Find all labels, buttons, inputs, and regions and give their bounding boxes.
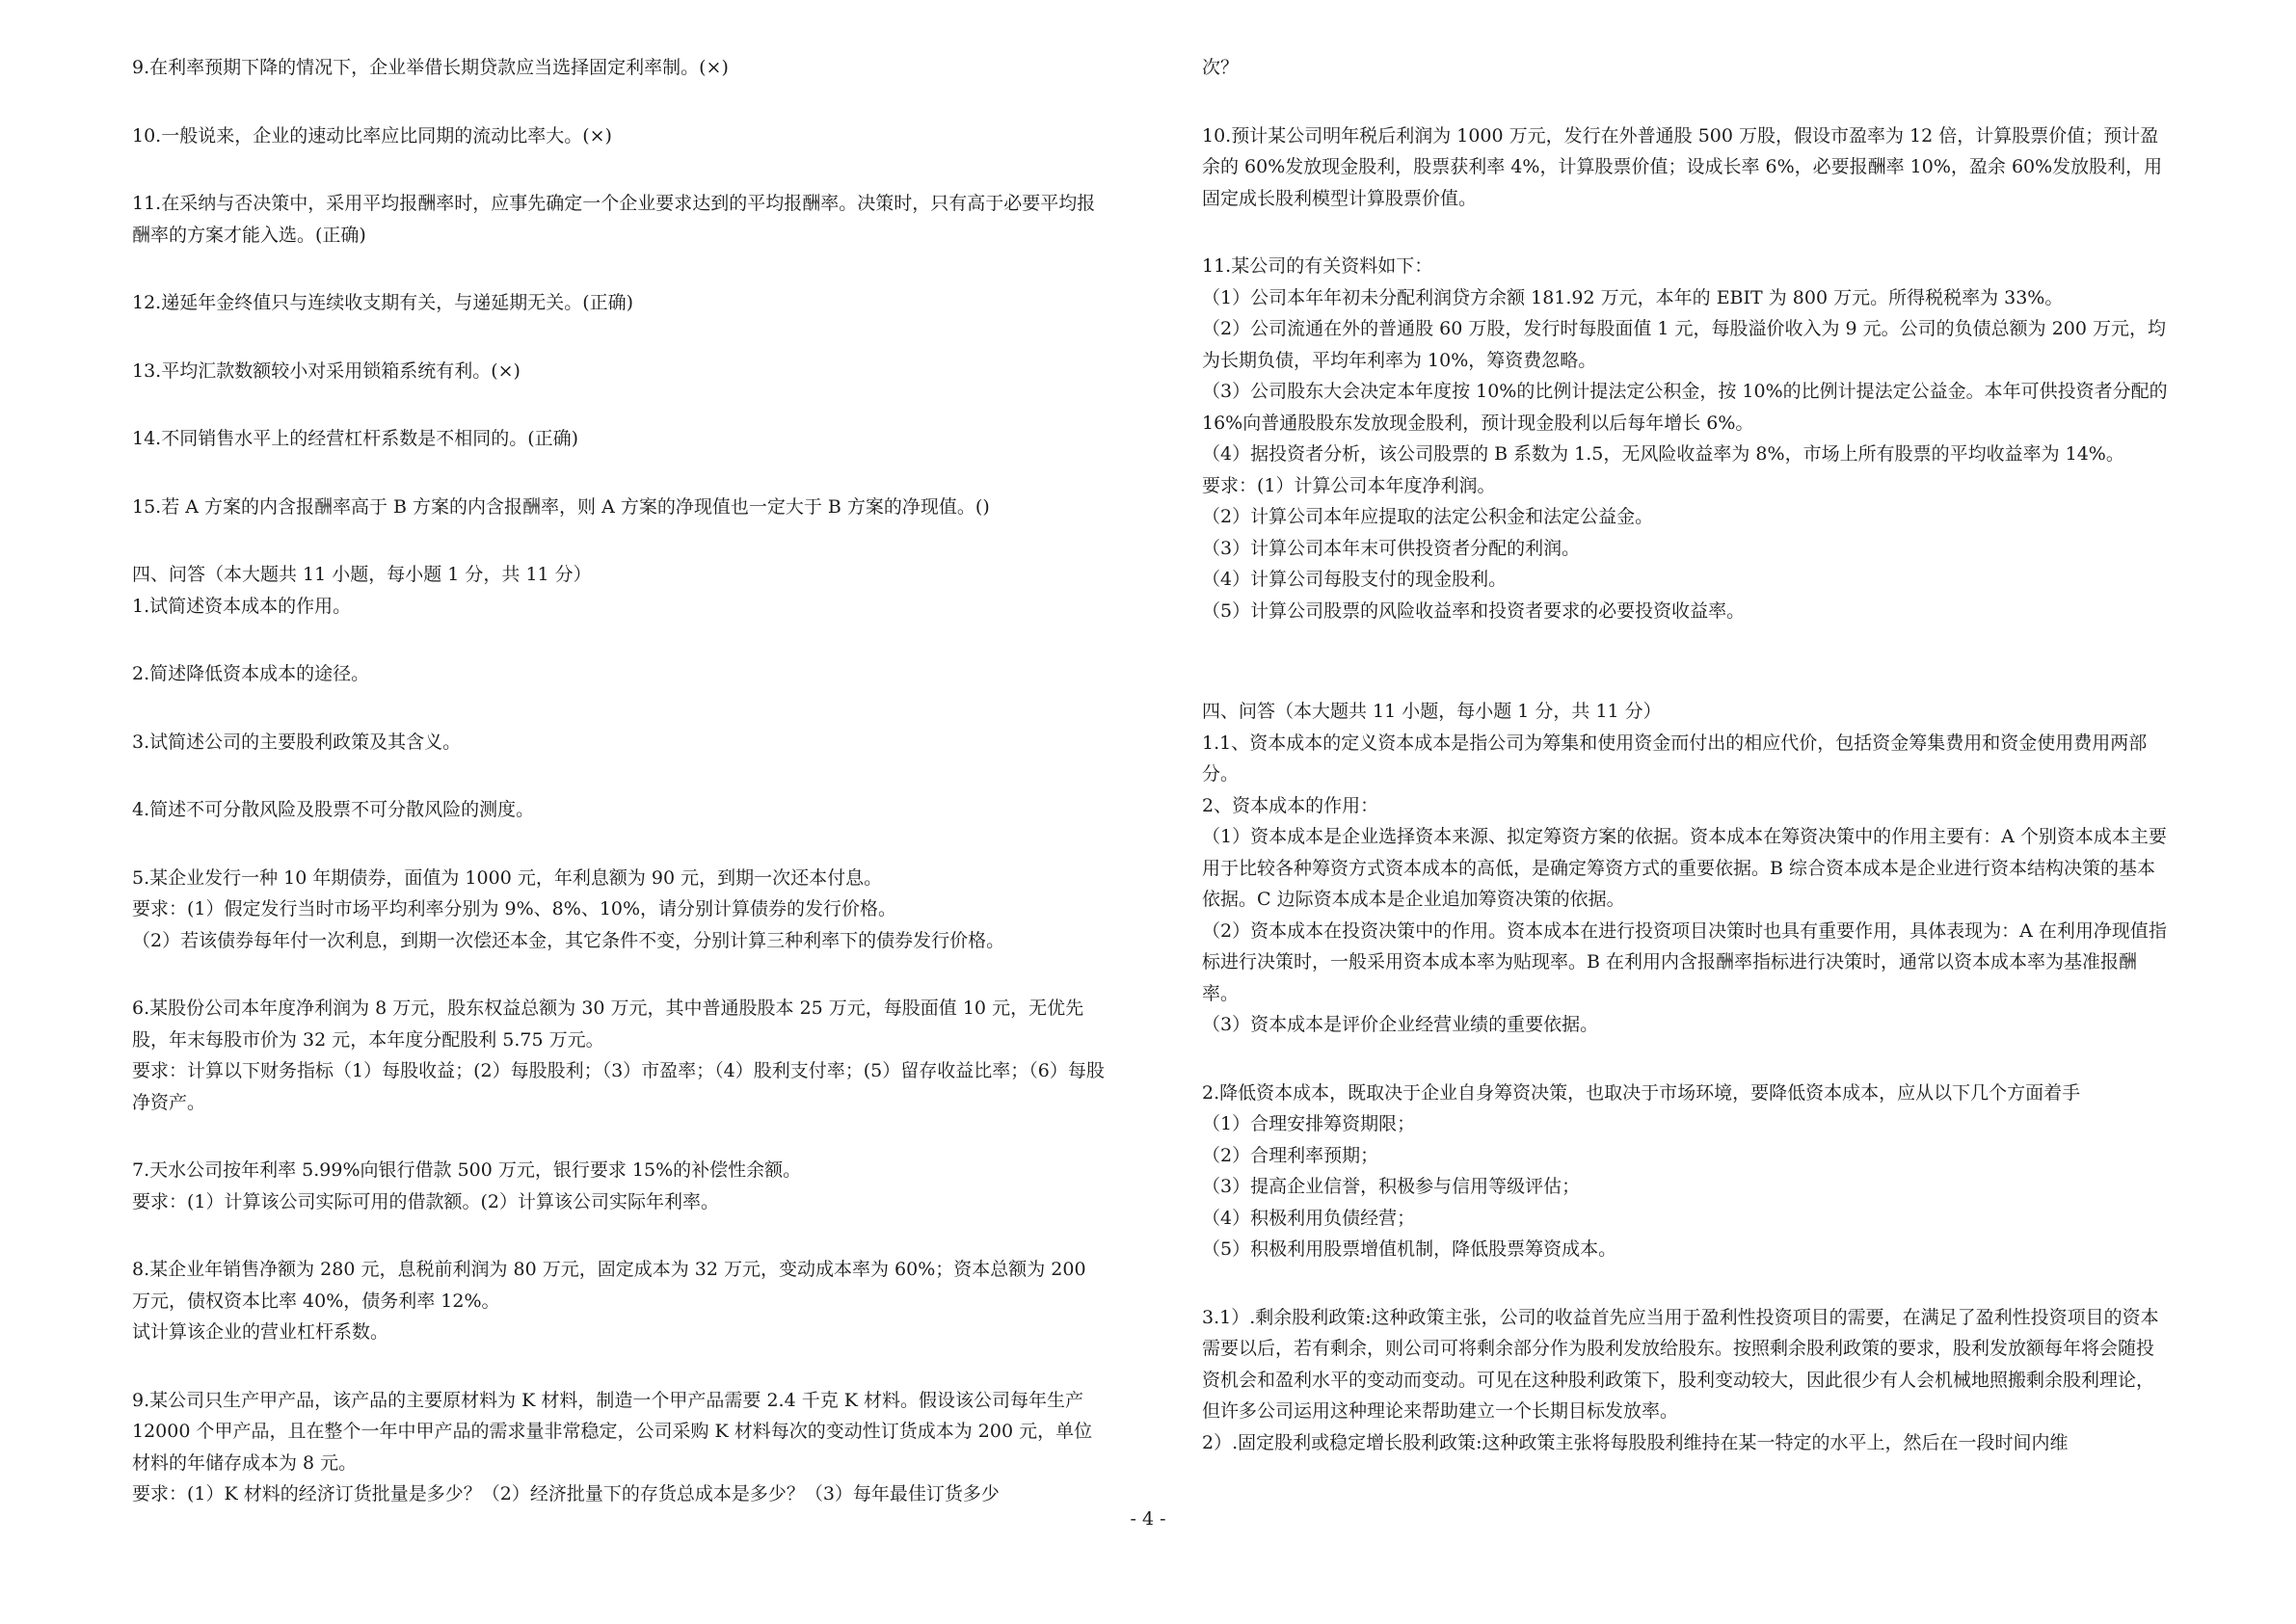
left-column-paragraph: 试计算该企业的营业杠杆系数。 <box>132 1321 389 1343</box>
right-column-paragraph: （5）积极利用股票增值机制，降低股票筹资成本。 <box>1202 1238 1617 1260</box>
left-column-paragraph: 7.天水公司按年利率 5.99%向银行借款 500 万元，银行要求 15%的补偿性余额。 <box>132 1159 802 1181</box>
left-column-paragraph: 要求：计算以下财务指标（1）每股收益；(2）每股股利；（3）市盈率；（4）股利支付率；(5）留存收益比率；（6）每股净资产。 <box>132 1060 1105 1113</box>
left-column-paragraph: 四、问答（本大题共 11 小题，每小题 1 分，共 11 分） <box>132 564 592 585</box>
left-column-paragraph: 2.简述降低资本成本的途径。 <box>132 663 370 684</box>
right-column-paragraph: （3）提高企业信誉，积极参与信用等级评估； <box>1202 1176 1581 1197</box>
left-column-paragraph: 15.若 A 方案的内含报酬率高于 B 方案的内含报酬率，则 A 方案的净现值也一定大于 B 方案的净现值。() <box>132 495 990 518</box>
right-column-paragraph: 2）.固定股利或稳定增长股利政策:这种政策主张将每股股利维持在某一特定的水平上，然后在一段时间内维 <box>1202 1431 2069 1453</box>
right-column-paragraph: （2）公司流通在外的普通股 60 万股，发行时每股面值 1 元，每股溢价收入为 9 元。公司的负债总额为 200 万元，均为长期负债，平均年利率为 10%，筹资费忽略。 <box>1202 318 2167 371</box>
left-column-paragraph: 要求：(1）假定发行当时市场平均利率分别为 9%、8%、10%，请分别计算债券的发行价格。 <box>132 898 897 919</box>
left-column-paragraph: 5.某企业发行一种 10 年期债券，面值为 1000 元，年利息额为 90 元，到期一次还本付息。 <box>132 866 883 889</box>
right-column-paragraph: 3.1）.剩余股利政策:这种政策主张，公司的收益首先应当用于盈利性投资项目的需要，在满足了盈利性投资项目的资本需要以后，若有剩余，则公司可将剩余部分作为股利发放给股东。按照剩余股利政策的要求，股利发放额每年将会随投资机会和盈利水平的变动而变动。可见在这种股利政策下，股利变动较大，因此很少有人会机械地照搬剩余股利理论，但许多公司运用这种理论来帮助建立一个长期目标发放率。 <box>1202 1306 2159 1422</box>
left-column-paragraph: 14.不同销售水平上的经营杠杆系数是不相同的。(正确) <box>132 428 579 449</box>
right-column-paragraph: （5）计算公司股票的风险收益率和投资者要求的必要投资收益率。 <box>1202 599 1746 622</box>
left-column-paragraph: 4.简述不可分散风险及股票不可分散风险的测度。 <box>132 799 535 820</box>
right-column-paragraph: （4）据投资者分析，该公司股票的 B 系数为 1.5，无风险收益率为 8%，市场上所有股票的平均收益率为 14%。 <box>1202 443 2124 465</box>
left-column-paragraph: 9.某公司只生产甲产品，该产品的主要原材料为 K 材料，制造一个甲产品需要 2.4 千克 K 材料。假设该公司每年生产 12000 个甲产品，且在整个一年中甲产品的需求量非常稳定，公司采购 K 材料每次的变动性订货成本为 200 元，单位材料的年储存成本为 8 元。 <box>132 1389 1093 1474</box>
left-column-paragraph: 11.在采纳与否决策中，采用平均报酬率时，应事先确定一个企业要求达到的平均报酬率。决策时，只有高于必要平均报酬率的方案才能入选。(正确) <box>132 193 1096 246</box>
right-column-paragraph: （3）公司股东大会决定本年度按 10%的比例计提法定公积金，按 10%的比例计提法定公益金。本年可供投资者分配的 16%向普通股股东发放现金股利，预计现金股利以后每年增长 6%。 <box>1202 381 2168 434</box>
right-column-paragraph: （1）资本成本是企业选择资本来源、拟定筹资方案的依据。资本成本在筹资决策中的作用主要有：A 个别资本成本主要用于比较各种筹资方式资本成本的高低，是确定筹资方式的重要依据。B 综合资本成本是企业进行资本结构决策的基本依据。C 边际资本成本是企业追加筹资决策的依据。 <box>1202 826 2167 910</box>
right-column-paragraph: （2）资本成本在投资决策中的作用。资本成本在进行投资项目决策时也具有重要作用，具体表现为：A 在利用净现值指标进行决策时，一般采用资本成本率为贴现率。B 在利用内含报酬率指标进行决策时，通常以资本成本率为基准报酬率。 <box>1202 919 2167 1004</box>
left-column <box>132 52 1108 1510</box>
left-column-paragraph: 要求：(1）计算该公司实际可用的借款额。(2）计算该公司实际年利率。 <box>132 1190 720 1212</box>
right-column-paragraph: （2）计算公司本年应提取的法定公积金和法定公益金。 <box>1202 506 1654 527</box>
left-column-paragraph: 12.递延年金终值只与连续收支期有关，与递延期无关。(正确) <box>132 292 634 313</box>
right-column-paragraph: 1.1、资本成本的定义资本成本是指公司为筹集和使用资金而付出的相应代价，包括资金筹集费用和资金使用费用两部分。 <box>1202 732 2148 785</box>
left-column-paragraph: 3.试简述公司的主要股利政策及其含义。 <box>132 731 462 753</box>
right-column-paragraph: 2.降低资本成本，既取决于企业自身筹资决策，也取决于市场环境，要降低资本成本，应从以下几个方面着手 <box>1202 1081 2081 1104</box>
right-column-paragraph: （3）资本成本是评价企业经营业绩的重要依据。 <box>1202 1014 1599 1035</box>
right-column-paragraph: （1）合理安排筹资期限； <box>1202 1113 1416 1134</box>
right-column-paragraph: 四、问答（本大题共 11 小题，每小题 1 分，共 11 分） <box>1202 701 1662 722</box>
right-column-paragraph: 11.某公司的有关资料如下： <box>1202 255 1433 277</box>
right-column <box>1202 52 2169 1458</box>
page-number: - 4 - <box>1130 1508 1166 1530</box>
left-column-paragraph: 要求：(1）K 材料的经济订货批量是多少？（2）经济批量下的存货总成本是多少？（3）每年最佳订货多少 <box>132 1483 1000 1504</box>
left-column-paragraph: （2）若该债券每年付一次利息，到期一次偿还本金，其它条件不变，分别计算三种利率下的债券发行价格。 <box>132 929 1005 951</box>
right-column-paragraph: 次？ <box>1202 57 1240 78</box>
left-column-paragraph: 6.某股份公司本年度净利润为 8 万元，股东权益总额为 30 万元，其中普通股股本 25 万元，每股面值 10 元，无优先股，年末每股市价为 32 元，本年度分配股利 5.75 万元。 <box>132 998 1084 1051</box>
right-column-paragraph: （1）公司本年年初未分配利润贷方余额 181.92 万元，本年的 EBIT 为 800 万元。所得税税率为 33%。 <box>1202 286 2064 308</box>
right-column-paragraph: （3）计算公司本年末可供投资者分配的利润。 <box>1202 537 1581 559</box>
left-column-paragraph: 9.在利率预期下降的情况下，企业举借长期贷款应当选择固定利率制。(×) <box>132 57 729 78</box>
left-column-paragraph: 8.某企业年销售净额为 280 元，息税前利润为 80 万元，固定成本为 32 万元，变动成本率为 60%；资本总额为 200 万元，债权资本比率 40%，债务利率 12%。 <box>132 1259 1086 1312</box>
left-column-paragraph: 10.一般说来，企业的速动比率应比同期的流动比率大。(×) <box>132 124 612 146</box>
right-column-paragraph: 2、资本成本的作用： <box>1202 794 1379 816</box>
right-column-paragraph: （4）计算公司每股支付的现金股利。 <box>1202 569 1508 590</box>
right-column-paragraph: （2）合理利率预期； <box>1202 1144 1379 1166</box>
left-column-paragraph: 13.平均汇款数额较小对采用锁箱系统有利。(×) <box>132 359 521 382</box>
right-column-paragraph: 10.预计某公司明年税后利润为 1000 万元，发行在外普通股 500 万股，假设市盈率为 12 倍，计算股票价值；预计盈余的 60%发放现金股利，股票获利率 4%，计算股票价值；设成长率 6%，必要报酬率 10%，盈余 60%发放股利，用固定成长股利模型计算股票价值。 <box>1202 124 2163 209</box>
right-column-paragraph: （4）积极利用负债经营； <box>1202 1207 1416 1229</box>
left-column-paragraph: 1.试简述资本成本的作用。 <box>132 595 352 617</box>
right-column-paragraph: 要求：(1）计算公司本年度净利润。 <box>1202 474 1496 496</box>
